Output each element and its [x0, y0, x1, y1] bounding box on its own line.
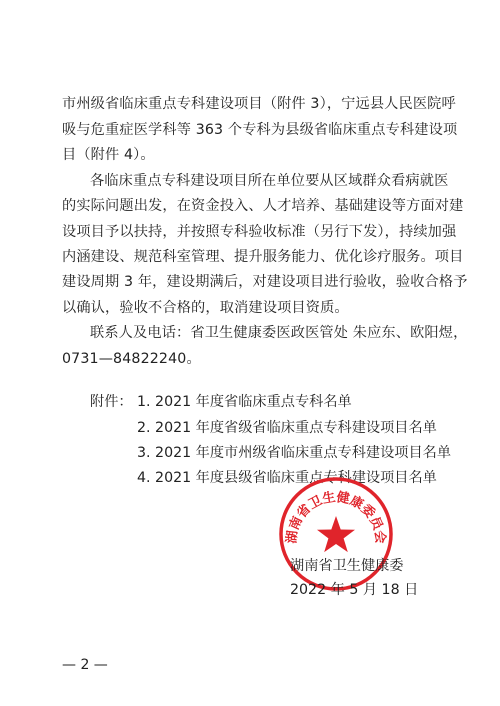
- attachment-item: 4. 2021 年度县级省临床重点专科建设项目名单: [137, 470, 437, 486]
- signing-organization: 湖南省卫生健康委: [290, 558, 404, 574]
- body-line: 的实际问题出发，在资金投入、人才培养、基础建设等方面对建: [62, 198, 464, 214]
- phone-line: 0731—84822240。: [62, 351, 201, 367]
- body-line: 目（附件 4）。: [62, 147, 155, 163]
- attachment-item: 2. 2021 年度省级省临床重点专科建设项目名单: [137, 420, 437, 436]
- attachments-label: 附件：: [90, 394, 133, 410]
- attachment-item: 1. 2021 年度省临床重点专科名单: [137, 394, 352, 410]
- body-line: 以确认，验收不合格的，取消建设项目资质。: [62, 300, 349, 316]
- attachment-item: 3. 2021 年度市州级省临床重点专科建设项目名单: [137, 445, 452, 461]
- body-line: 内涵建设、规范科室管理、提升服务能力、优化诊疗服务。项目: [62, 249, 464, 265]
- body-line: 吸与危重症医学科等 363 个专科为县级省临床重点专科建设项: [62, 122, 458, 138]
- contact-line: 联系人及电话：省卫生健康委医政医管处 朱应东、欧阳煜，: [90, 325, 468, 341]
- seal-text: 湖南省卫生健康委员会: [284, 490, 388, 545]
- seal-star-icon: [317, 516, 355, 552]
- body-line: 设项目予以扶持，并按照专科验收标准（另行下发），持续加强: [62, 224, 457, 240]
- body-line: 市州级省临床重点专科建设项目（附件 3），宁远县人民医院呼: [62, 96, 456, 112]
- body-line: 建设周期 3 年，建设期满后，对建设项目进行验收，验收合格予: [62, 274, 468, 290]
- page-number: — 2 —: [62, 657, 108, 673]
- body-line: 各临床重点专科建设项目所在单位要从区域群众看病就医: [90, 173, 449, 189]
- signing-date: 2022 年 5 月 18 日: [290, 582, 419, 598]
